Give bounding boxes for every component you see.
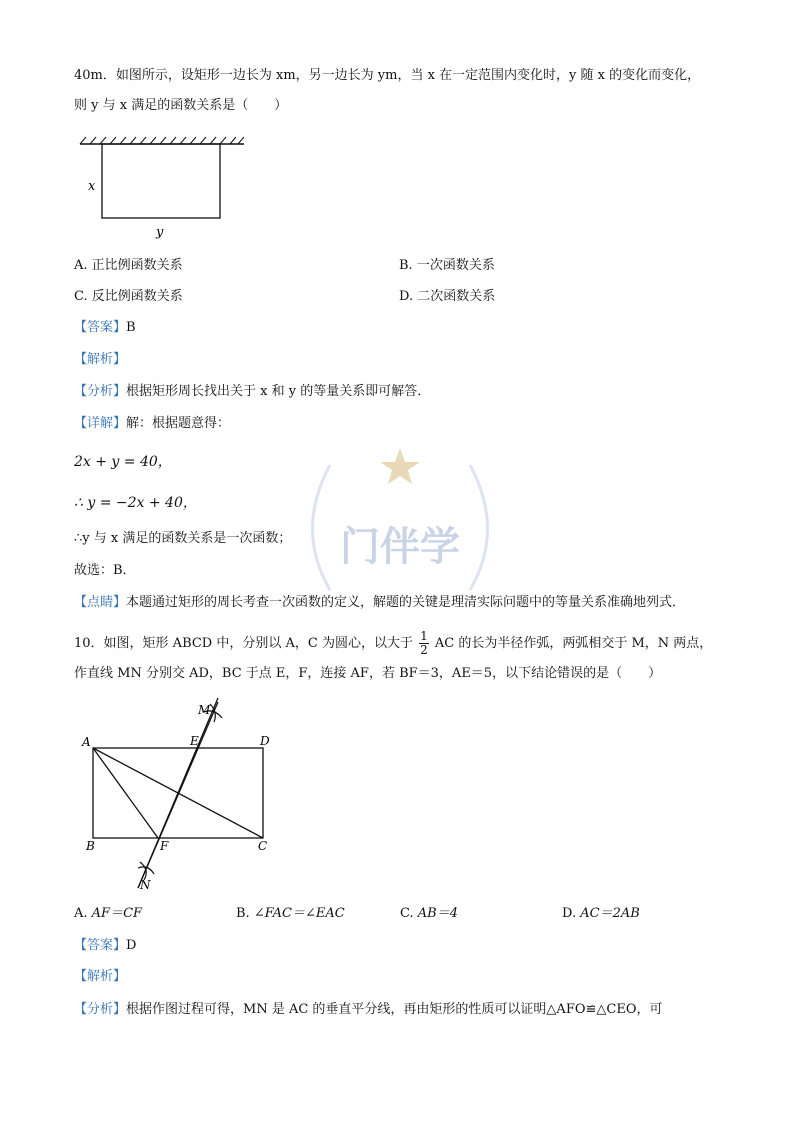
stem-text-a: 10．如图，矩形 ABCD 中，分别以 A，C 为圆心，以大于	[74, 636, 413, 651]
option-text: 一次函数关系	[416, 258, 495, 273]
label-c: C	[258, 839, 268, 853]
answer-tag: 【答案】	[74, 938, 127, 953]
option-letter: A.	[74, 258, 88, 273]
option-text: AB＝4	[417, 906, 458, 921]
label-d: D	[260, 734, 270, 748]
fenxi-tag: 【分析】	[74, 1002, 127, 1017]
q10-figure	[80, 698, 290, 894]
q9-stem-line1: 40m．如图所示，设矩形一边长为 xm，另一边长为 ym，当 x 在一定范围内变化时，y 随 x 的变化而变化，	[74, 68, 701, 83]
q10-analysis-heading	[74, 967, 126, 987]
option-letter: A.	[74, 906, 88, 921]
q10-option-b	[236, 904, 345, 924]
fenxi-text: 根据矩形周长找出关于 x 和 y 的等量关系即可解答．	[126, 384, 431, 399]
option-letter: C.	[400, 906, 414, 921]
q10-option-a	[74, 904, 142, 924]
dianjing-tag: 【点睛】	[74, 595, 127, 610]
q10-stem-line2: 作直线 MN 分别交 AD，BC 于点 E，F，连接 AF，若 BF＝3，AE＝5，以下结论错误的是（ ）	[74, 666, 662, 681]
q9-conclusion: ∴y 与 x 满足的函数关系是一次函数；	[74, 531, 292, 546]
analysis-tag: 【解析】	[74, 969, 127, 984]
answer-tag: 【答案】	[74, 320, 127, 335]
option-letter: D.	[399, 289, 414, 304]
fraction-one-half	[419, 630, 429, 657]
q9-equation-2: ∴ y = −2x + 40，	[74, 495, 197, 511]
q10-answer	[74, 936, 136, 956]
q9-equation-1: 2x + y = 40，	[74, 454, 172, 470]
watermark-text: 门伴学	[340, 524, 460, 570]
q9-answer	[74, 318, 136, 338]
label-b: B	[86, 839, 95, 853]
xiangjie-text: 解：根据题意得：	[126, 416, 231, 431]
answer-value: B	[126, 320, 136, 335]
label-y: y	[156, 225, 164, 240]
fraction-numerator: 1	[420, 629, 428, 643]
label-x: x	[88, 179, 96, 194]
q9-option-c	[74, 287, 183, 307]
label-f: F	[160, 839, 169, 853]
q10-stem-line1	[74, 630, 712, 657]
stem-text-b: AC 的长为半径作弧，两弧相交于 M，N 两点，	[434, 636, 713, 651]
q9-option-a	[74, 256, 183, 276]
analysis-tag: 【解析】	[74, 352, 127, 367]
q9-analysis-heading	[74, 350, 126, 370]
q9-xiangjie	[74, 414, 230, 434]
segment-af	[93, 748, 158, 838]
option-text: 正比例函数关系	[91, 258, 183, 273]
fraction-denominator: 2	[420, 643, 428, 657]
q10-option-c	[400, 904, 458, 924]
q10-option-d	[562, 904, 640, 924]
option-text: AC＝2AB	[580, 906, 640, 921]
fenxi-tag: 【分析】	[74, 384, 127, 399]
option-letter: B.	[399, 258, 413, 273]
q9-stem-line2: 则 y 与 x 满足的函数关系是（ ）	[74, 98, 288, 113]
label-a: A	[82, 735, 91, 749]
q9-fenxi	[74, 382, 430, 402]
q9-choose: 故选：B．	[74, 563, 136, 578]
watermark-logo	[290, 440, 510, 600]
q10-fenxi	[74, 1000, 662, 1020]
line-mn	[138, 702, 218, 888]
fenxi-text: 根据作图过程可得，MN 是 AC 的垂直平分线，再由矩形的性质可以证明△AFO≌△CEO，可	[126, 1002, 663, 1017]
label-n: N	[140, 878, 151, 892]
option-text: 反比例函数关系	[91, 289, 183, 304]
xiangjie-tag: 【详解】	[74, 416, 127, 431]
label-m: M	[198, 703, 211, 717]
option-letter: D.	[562, 906, 577, 921]
q9-option-b	[399, 256, 495, 276]
option-letter: C.	[74, 289, 88, 304]
q9-option-d	[399, 287, 495, 307]
diagonal-ac	[93, 748, 263, 838]
q9-figure	[74, 136, 254, 242]
option-letter: B.	[236, 906, 250, 921]
answer-value: D	[126, 938, 137, 953]
fence-rectangle	[102, 144, 220, 218]
dianjing-text: 本题通过矩形的周长考查一次函数的定义，解题的关键是理清实际问题中的等量关系准确地列式．	[126, 595, 686, 610]
option-text: AF＝CF	[91, 906, 143, 921]
label-e: E	[190, 734, 199, 748]
option-text: 二次函数关系	[417, 289, 496, 304]
wall-hatch	[80, 137, 244, 144]
option-text: ∠FAC＝∠EAC	[253, 906, 345, 921]
